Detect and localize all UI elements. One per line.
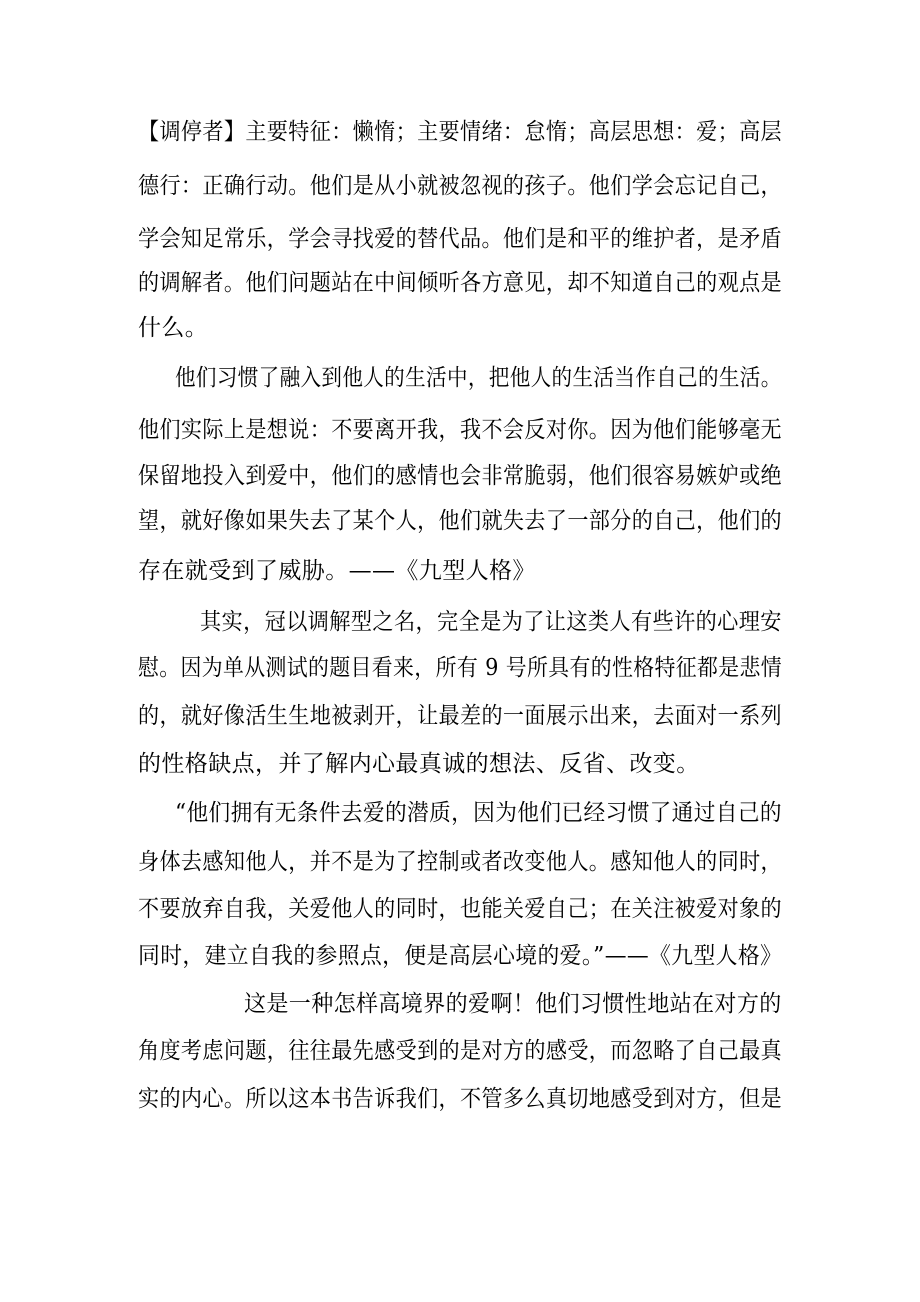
paragraph-2-line-2: 他们实际上是想说：不要离开我，我不会反对你。因为他们能够毫无 xyxy=(138,417,782,443)
paragraph-3-line-3: 的，就好像活生生地被剥开，让最差的一面展示出来，去面对一系列 xyxy=(138,703,782,729)
paragraph-1-line-1: 【调停者】主要特征：懒惰；主要情绪：怠惰；高层思想：爱；高层 xyxy=(138,119,782,145)
paragraph-3-line-1: 其实，冠以调解型之名，完全是为了让这类人有些许的心理安 xyxy=(200,609,782,635)
paragraph-1-line-2: 德行：正确行动。他们是从小就被忽视的孩子。他们学会忘记自己， xyxy=(138,173,782,199)
paragraph-5-line-1: 这是一种怎样高境界的爱啊！他们习惯性地站在对方的 xyxy=(244,991,782,1017)
paragraph-4-line-4: 同时，建立自我的参照点，便是高层心境的爱。”——《九型人格》 xyxy=(138,943,783,969)
paragraph-4-line-2: 身体去感知他人，并不是为了控制或者改变他人。感知他人的同时， xyxy=(138,849,782,875)
paragraph-2-line-1: 他们习惯了融入到他人的生活中，把他人的生活当作自己的生活。 xyxy=(175,365,782,391)
paragraph-1-line-5: 什么。 xyxy=(138,315,209,341)
paragraph-4-line-1: “他们拥有无条件去爱的潜质，因为他们已经习惯了通过自己的 xyxy=(175,800,782,826)
paragraph-5-line-2: 角度考虑问题，往往最先感受到的是对方的感受，而忽略了自己最真 xyxy=(138,1038,782,1064)
paragraph-3-line-2: 慰。因为单从测试的题目看来，所有 9 号所具有的性格特征都是悲情 xyxy=(138,655,783,681)
paragraph-2-line-4: 望，就好像如果失去了某个人，他们就失去了一部分的自己，他们的 xyxy=(138,508,782,534)
paragraph-1-line-3: 学会知足常乐，学会寻找爱的替代品。他们是和平的维护者，是矛盾 xyxy=(138,226,782,252)
paragraph-1-line-4: 的调解者。他们问题站在中间倾听各方意见，却不知道自己的观点是 xyxy=(138,270,782,296)
paragraph-5-line-3: 实的内心。所以这本书告诉我们，不管多么真切地感受到对方，但是 xyxy=(138,1086,782,1112)
paragraph-2-line-3: 保留地投入到爱中，他们的感情也会非常脆弱，他们很容易嫉妒或绝 xyxy=(138,463,782,489)
paragraph-4-line-3: 不要放弃自我，关爱他人的同时，也能关爱自己；在关注被爱对象的 xyxy=(138,896,782,922)
paragraph-3-line-4: 的性格缺点，并了解内心最真诚的想法、反省、改变。 xyxy=(138,751,700,777)
paragraph-2-line-5: 存在就受到了威胁。——《九型人格》 xyxy=(138,558,536,584)
